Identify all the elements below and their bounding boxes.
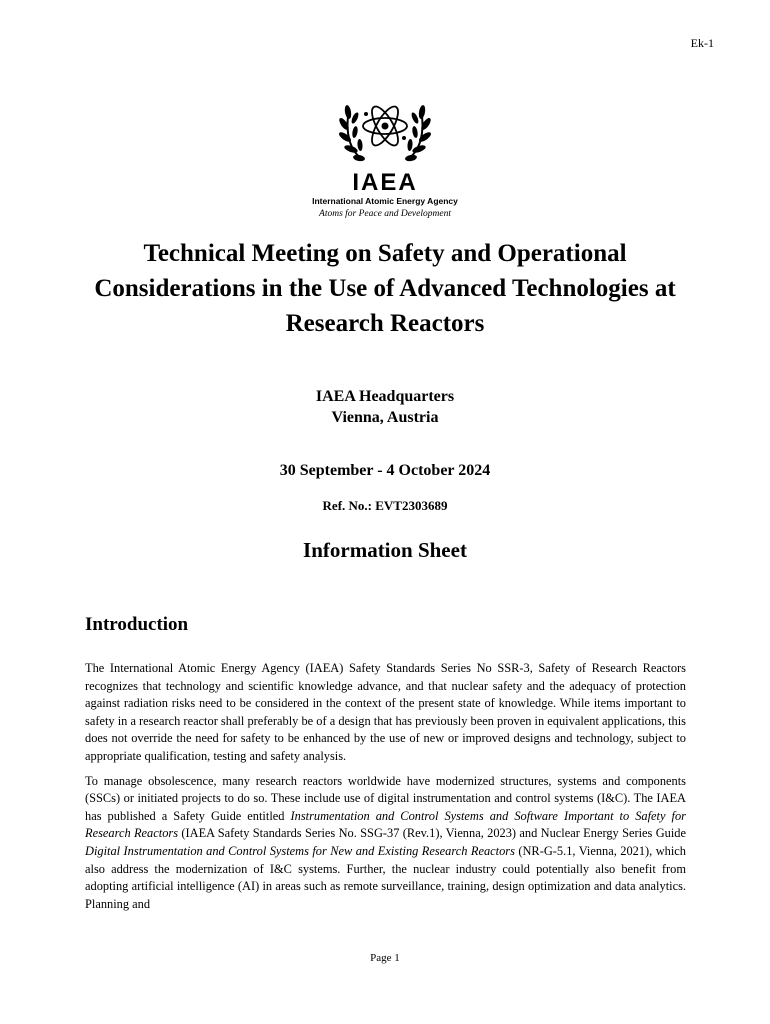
venue-line-1: IAEA Headquarters — [315, 388, 455, 405]
page-number: Page 1 — [370, 952, 400, 964]
reference-number: Ref. No.: EVT2303689 — [322, 498, 448, 513]
page-label: Ek-1 — [690, 36, 714, 50]
logo-wordmark: IAEA — [352, 169, 418, 196]
logo-tagline: Atoms for Peace and Development — [319, 209, 451, 219]
iaea-emblem-icon — [339, 88, 431, 168]
venue — [0, 386, 770, 428]
paragraph-1: The International Atomic Energy Agency (IAEA) Safety Standards Series No SSR-3, Safety of Research Reactors recognizes that technology and scientific knowledge advance, and that nuclear safety and the adequacy of protection against radiation risks need to be considered in the context of the present state of knowledge. While items important to safety in a research reactor shall preferably be of a design that has previously been proven in equivalent applications, this does not override the need for safety to be enhanced by the use of new or improved designs and technology, subject to appropriate qualification, testing and safety analysis. — [85, 661, 686, 763]
meeting-dates: 30 September - 4 October 2024 — [279, 462, 491, 479]
publication-title-nrg51: Digital Instrumentation and Control Systems for New and Existing Research Reactors — [85, 843, 515, 858]
logo-full-name: International Atomic Energy Agency — [312, 196, 458, 206]
paragraph-2 — [85, 773, 686, 914]
sheet-title: Information Sheet — [303, 538, 467, 562]
section-heading-introduction: Introduction — [85, 614, 189, 635]
publication-title-ssg37: Instrumentation and Control Systems and Software Important to Safety for Research Reactors — [85, 808, 686, 841]
paragraph-2-text: To manage obsolescence, many research reactors worldwide have modernized structures, systems and components (SSCs) or initiated projects to do so. These include use of digital instrumentation and control systems (I&C). The IAEA has published a Safety Guide entitled — [85, 773, 686, 823]
iaea-logo — [0, 88, 770, 221]
paragraph-2-text: (IAEA Safety Standards Series No. SSG-37 (Rev.1), Vienna, 2023) and Nuclear Energy Series Guide — [178, 826, 686, 841]
paragraph-2-text: (NR-G-5.1, Vienna, 2021), which also address the modernization of I&C systems. Further, the nuclear industry could potentially also benefit from adopting artificial intelligence (AI) in areas such as remote surveillance, training, design optimization and data analytics. Planning and — [85, 843, 686, 911]
document-title: Technical Meeting on Safety and Operational Considerations in the Use of Advanced Technologies at Research Reactors — [94, 240, 676, 337]
venue-line-2: Vienna, Austria — [331, 409, 439, 426]
introduction-body — [85, 660, 686, 920]
